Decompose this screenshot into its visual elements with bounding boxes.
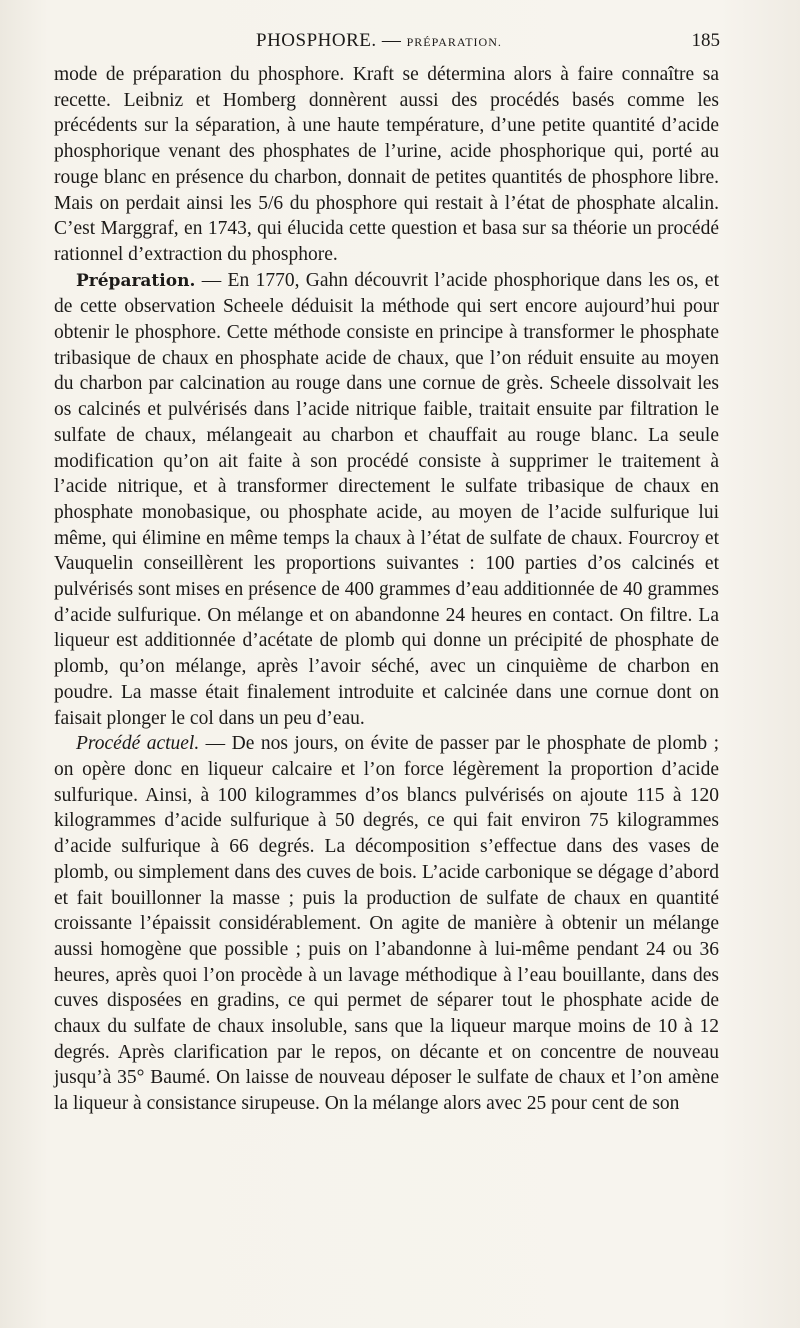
header-title-text: PHOSPHORE. [256,30,377,51]
header-subtitle: PRÉPARATION. [406,35,502,49]
page-number: 185 [691,30,720,51]
running-header [56,30,720,56]
section-heading-preparation: Préparation. [76,270,196,291]
header-title [256,30,502,52]
paragraph-preparation-text: — En 1770, Gahn découvrit l’acide phosphorique dans les os, et de cette observation Scheele déduisit la méthode qui sert encore aujourd’hui pour obtenir le phosphore. Cette méthode consiste en principe à transformer le phosphate tribasique de chaux en phosphate acide de chaux, que l’on réduit ensuite au moyen du charbon par calcination au rouge dans une cornue de grès. Scheele dissolvait les os calcinés et pulvérisés dans l’acide nitrique faible, traitait ensuite par filtration le sulfate de chaux, mélangeait au charbon et chauffait au rouge blanc. La seule modification qu’on ait faite à son procédé consiste à supprimer le traitement à l’acide nitrique, et à transformer directement le sulfate tribasique de chaux en phosphate monobasique, ou phosphate acide, au moyen de l’acide sulfurique lui même, qui élimine en même temps la chaux à l’état de sulfate de chaux. Fourcroy et Vauquelin conseillèrent les proportions suivantes : 100 parties d’os calcinés et pulvérisés sont mises en présence de 400 grammes d’eau additionnée de 40 grammes d’acide sulfurique. On mélange et on abandonne 24 heures en contact. On filtre. La liqueur est additionnée d’acétate de plomb qui donne un précipité de phosphate de plomb, qu’on mélange, après l’avoir séché, avec un cinquième de charbon en poudre. La masse était finalement introduite et calcinée dans une cornue dont on faisait plonger le col dans un peu d’eau. [54,269,719,729]
paragraph-preparation [54,268,719,732]
paragraph-procede-actuel [54,731,719,1117]
paragraph-procede-actuel-text: — De nos jours, on évite de passer par le phosphate de plomb ; on opère donc en liqueur calcaire et l’on force légèrement la proportion d’acide sulfurique. Ainsi, à 100 kilogrammes d’os blancs pulvérisés on ajoute 115 à 120 kilogrammes d’acide sulfurique à 50 degrés, ce qui fait environ 75 kilogrammes d’acide sulfurique à 66 degrés. La décomposition s’effectue dans des vases de plomb, ou simplement dans des cuves de bois. L’acide carbonique se dégage d’abord et fait bouillonner la masse ; puis la production de sulfate de chaux en quantité croissante l’épaissit considérablement. On agite de manière à obtenir un mélange aussi homogène que possible ; puis on l’abandonne à lui-même pendant 24 ou 36 heures, après quoi l’on procède à un lavage méthodique à l’eau bouillante, dans des cuves disposées en gradins, ce qui permet de séparer tout le phosphate acide de chaux du sulfate de chaux insoluble, sans que la liqueur marque moins de 10 à 12 degrés. Après clarification par le repos, on décante et on concentre de nouveau jusqu’à 35° Baumé. On laisse de nouveau déposer le sulfate de chaux et l’on amène la liqueur à consistance sirupeuse. On la mélange alors avec 25 pour cent de son [54,733,719,1115]
paragraph-intro: mode de préparation du phosphore. Kraft se détermina alors à faire connaître sa recette. Leibniz et Homberg donnèrent aussi des procédés basés comme les précédents sur la séparation, à une haute température, d’une petite quantité d’acide phosphorique venant des phosphates de l’urine, acide phosphorique qui, porté au rouge blanc en présence du charbon, donnait de petites quantités de phosphore libre. Mais on perdait ainsi les 5/6 du phosphore qui restait à l’état de phosphate alcalin. C’est Marggraf, en 1743, qui élucida cette question et basa sur sa théorie un procédé rationnel d’extraction du phosphore. [54,64,719,265]
header-dash: — [376,30,407,51]
section-heading-procede-actuel: Procédé actuel. [76,733,200,755]
page-body [54,62,719,1117]
